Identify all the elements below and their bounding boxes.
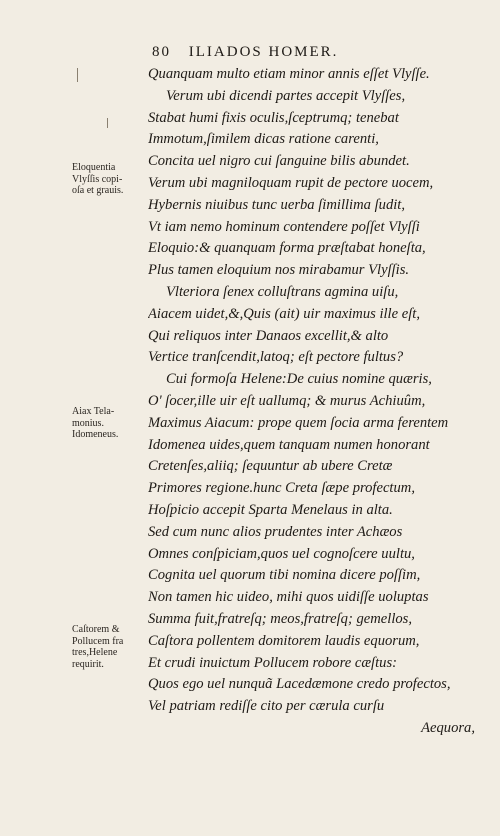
verse-line: Vt iam nemo hominum contendere poſſet Vlyſſi bbox=[148, 218, 420, 235]
verse-line: Omnes conſpiciam,quos uel cognoſcere uultu, bbox=[148, 545, 415, 562]
marginal-note-aiax bbox=[72, 406, 148, 441]
verse-line: Verum ubi magniloquam rupit de pectore uocem, bbox=[148, 174, 434, 191]
verse-line: Quanquam multo etiam minor annis eſſet Vlyſſe. bbox=[148, 66, 430, 82]
verse-line: Vel patriam rediſſe cito per cærula curſu bbox=[148, 698, 385, 715]
marginal-note-line: Aiax Tela- bbox=[72, 406, 115, 417]
marginal-note-line: monius. bbox=[72, 417, 104, 429]
verse-line: Et crudi inuictum Pollucem robore cæſtus: bbox=[148, 654, 397, 671]
verse-text bbox=[148, 64, 483, 740]
verse-line: Cognita uel quorum tibi nomina dicere poſſim, bbox=[148, 567, 421, 584]
running-title: ILIADOS HOMER. bbox=[188, 44, 339, 60]
marginal-note-eloquentia bbox=[72, 162, 148, 197]
verse-line: Hoſpicio accepit Sparta Menelaus in alta. bbox=[148, 501, 393, 518]
verse-line: Immotum,ſimilem dicas ratione carenti, bbox=[148, 131, 379, 148]
margin-mark bbox=[77, 68, 78, 82]
verse-line: Non tamen hic uideo, mihi quos uidiſſe uoluptas bbox=[148, 589, 429, 606]
verse-line: Cui formoſa Helene:De cuius nomine quæris, bbox=[166, 371, 432, 388]
verse-line: Sed cum nunc alios prudentes inter Achæos bbox=[148, 523, 403, 540]
marginal-note-line: Idomeneus. bbox=[72, 429, 119, 440]
verse-line: Stabat humi fixis oculis,ſceptrumq; tenebat bbox=[148, 109, 399, 126]
verse-line: Cretenſes,aliiq; ſequuntur ab ubere Cretæ bbox=[148, 458, 393, 475]
verse-line: Concita uel nigro cui ſanguine bilis abundet. bbox=[148, 153, 410, 170]
verse-line: Caſtora pollentem domitorem laudis equorum, bbox=[148, 632, 420, 649]
marginal-note-line: oſa et grauis. bbox=[72, 185, 124, 196]
verse-line: Verum ubi dicendi partes accepit Vlyſſes, bbox=[166, 87, 406, 104]
verse-line: Aiacem uidet,&,Quis (ait) uir maximus ille eſt, bbox=[148, 305, 420, 322]
marginal-note-line: Eloquentia bbox=[72, 162, 116, 173]
verse-line: Vlteriora ſenex colluſtrans agmina uiſu, bbox=[166, 283, 399, 300]
margin-mark bbox=[107, 118, 108, 128]
marginal-note-line: Caſtorem & bbox=[72, 624, 120, 635]
verse-line: Quos ego uel nunquã Lacedæmone credo profectos, bbox=[148, 676, 451, 693]
marginal-note-line: Vlyſſis copi- bbox=[72, 173, 123, 185]
page-header bbox=[152, 44, 422, 61]
verse-line: Qui reliquos inter Danaos excellit,& alto bbox=[148, 327, 389, 344]
verse-line: Idomenea uides,quem tanquam numen honorant bbox=[148, 436, 430, 453]
marginal-note-castor bbox=[72, 624, 148, 670]
marginal-note-line: requirit. bbox=[72, 658, 104, 670]
verse-line: Plus tamen eloquium nos mirabamur Vlyſſis. bbox=[148, 262, 410, 279]
verse-line: Vertice tranſcendit,latoq; eſt pectore fultus? bbox=[148, 349, 404, 366]
verse-line: Hybernis niuibus tunc uerba ſimillima ſudit, bbox=[148, 196, 406, 213]
verse-line: O' ſocer,ille uir eſt uallumq; & murus Achiuûm, bbox=[148, 392, 426, 409]
verse-line: Summa fuit,fratreſq; meos,fratreſq; gemellos, bbox=[148, 610, 413, 627]
verse-line: Primores regione.hunc Creta ſæpe profectum, bbox=[148, 480, 415, 497]
verse-line: Maximus Aiacum: prope quem ſocia arma ferentem bbox=[148, 414, 449, 431]
page-number: 80 bbox=[152, 44, 171, 60]
verse-line: Eloquio:& quanquam forma præſtabat honeſta, bbox=[148, 240, 426, 257]
marginal-note-line: Pollucem fra bbox=[72, 635, 124, 647]
catchword: Aequora, bbox=[421, 719, 475, 736]
marginal-note-line: tres,Helene bbox=[72, 647, 118, 658]
